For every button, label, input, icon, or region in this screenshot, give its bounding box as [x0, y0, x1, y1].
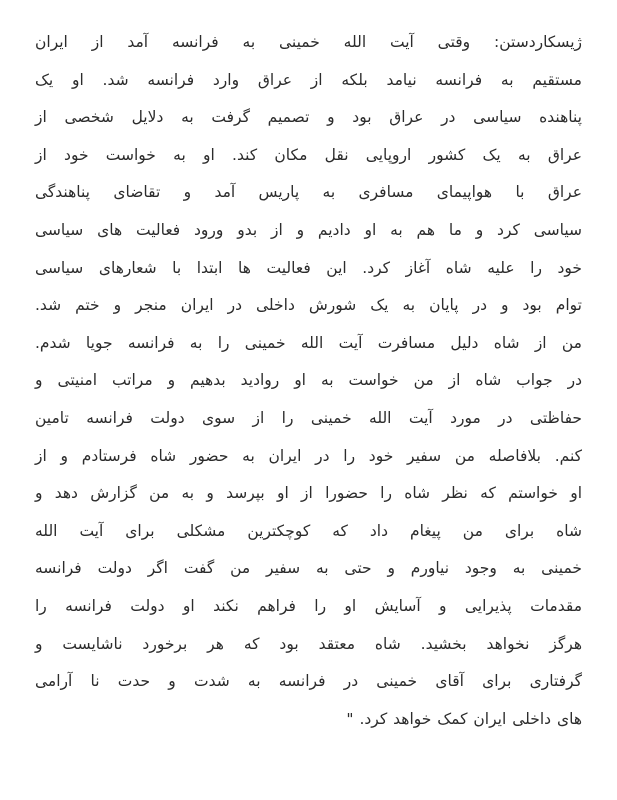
text-line-18: گرفتاری برای آقای خمینی در فرانسه به شدت و حدت نا آرامی — [35, 672, 582, 691]
text-line-16: مقدمات پذیرایی و آسایش او را فراهم نکند او دولت فرانسه را — [35, 596, 582, 615]
text-line-13: او خواستم که نظر شاه را حضورا از او بپرسد و به من گزارش دهد و — [35, 484, 582, 503]
text-line-10: در جواب شاه از من خواست به او روادید بدهیم و مراتب امنیتی و — [35, 371, 582, 390]
text-line-14: شاه برای من پیغام داد که کوچکترین مشکلی برای آیت الله — [35, 521, 582, 540]
text-line-3: پناهنده سیاسی در عراق بود و تصمیم گرفت به دلایل شخصی از — [35, 108, 582, 127]
text-line-7: خود را علیه شاه آغاز کرد. این فعالیت ها ابتدا با شعارهای سیاسی — [35, 258, 582, 277]
text-line-11: حفاظتی در مورد آیت الله خمینی را از سوی دولت فرانسه تامین — [35, 408, 582, 427]
text-line-17: هرگز نخواهد بخشید. شاه معتقد بود که هر برخورد ناشایست و — [35, 634, 582, 653]
text-line-12: کنم. بلافاصله من سفیر خود را در ایران به حضور شاه فرستادم و از — [35, 446, 582, 465]
text-line-8: توام بود و در پایان به یک شورش داخلی در ایران منجر و ختم شد. — [35, 296, 582, 315]
text-line-19: های داخلی ایران کمک خواهد کرد. " — [346, 709, 582, 728]
body-text — [35, 24, 582, 738]
text-line-2: مستقیم به فرانسه نیامد بلکه از عراق وارد فرانسه شد. او یک — [35, 70, 582, 89]
text-line-9: من از شاه دلیل مسافرت آیت الله خمینی را به فرانسه جویا شدم. — [35, 333, 582, 352]
text-line-15: خمینی به وجود نیاورم و حتی به سفیر من گفت اگر دولت فرانسه — [35, 559, 582, 578]
text-line-4: عراق به یک کشور اروپایی نقل مکان کند. او به خواست خود از — [35, 145, 582, 164]
text-line-6: سیاسی کرد و ما هم به او دادیم و از بدو ورود فعالیت های سیاسی — [35, 220, 582, 239]
text-line-5: عراق با هواپیمای مسافری به پاریس آمد و تقاضای پناهندگی — [35, 183, 582, 202]
text-line-1: ژیسکاردستن: وقتی آیت الله خمینی به فرانسه آمد از ایران — [35, 33, 582, 51]
